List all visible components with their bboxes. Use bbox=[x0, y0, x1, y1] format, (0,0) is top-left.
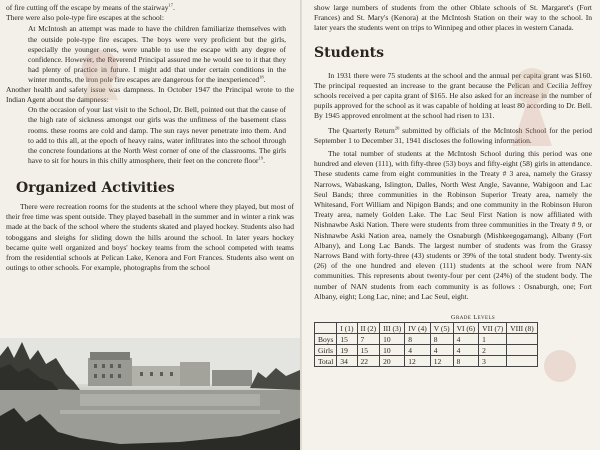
table-cell: 34 bbox=[337, 356, 357, 367]
table-header-row bbox=[315, 323, 538, 334]
table-cell: 19 bbox=[337, 345, 357, 356]
section-heading: Organized Activities bbox=[16, 179, 175, 196]
watermark-emblem bbox=[530, 340, 590, 400]
paragraph: There were recreation rooms for the students at the school where they played, but most of their free time was spent outside. They played baseball in the summer and in winter a rink was made at the back of the school where the students skated and played hockey. Students also had toboggans and sleighs for sliding down the hills around the school. In later years hockey became quite well organized and boys' hockey teams from the school competed with teams from the residential schools at Pelican Lake, Kenora and Fort Frances. Students also went on outings to other schools. For example, photographs from the school bbox=[6, 201, 294, 273]
table-header-cell: VII (7) bbox=[479, 323, 507, 334]
table-header-cell: VIII (8) bbox=[507, 323, 538, 334]
table-cell: 4 bbox=[453, 345, 479, 356]
paragraph: There were also pole-type fire escapes at the school: bbox=[6, 13, 164, 23]
left-text-column bbox=[6, 3, 294, 273]
table-header-cell: II (2) bbox=[357, 323, 380, 334]
table-cell: 10 bbox=[380, 334, 405, 345]
table-cell: 3 bbox=[479, 356, 507, 367]
paragraph: show large numbers of students from the other Oblate schools of St. Margaret's (Fort Frances) and St. Mary's (Kenora) at the McIntosh Station on their way to the school. In later years the students went on trips to Winnipeg and other places in western Canada. bbox=[314, 3, 592, 33]
row-label-cell: Boys bbox=[315, 334, 337, 345]
table-cell: 4 bbox=[405, 345, 430, 356]
paragraph: The Quarterly Return$^{20}$ submitted by officials of the McIntosh School for the period September 1 to December 31, 1941 discloses the following information. bbox=[314, 125, 592, 145]
table-header-cell: III (3) bbox=[380, 323, 405, 334]
table-cell: 1 bbox=[479, 334, 507, 345]
table-cell: 12 bbox=[430, 356, 453, 367]
footnote-ref: 20 bbox=[394, 125, 400, 131]
table-cell: 8 bbox=[430, 334, 453, 345]
footnote-ref: 19 bbox=[258, 155, 264, 161]
table-cell: 4 bbox=[430, 345, 453, 356]
table-row bbox=[315, 345, 538, 356]
table-cell: 22 bbox=[357, 356, 380, 367]
table-cell: 12 bbox=[405, 356, 430, 367]
table-cell: 8 bbox=[405, 334, 430, 345]
block-quote: At McIntosh an attempt was made to have the children familiarize themselves with the outside pole-type fire escapes. The boys were very proficient but the girls, especially the younger ones, were unable to use the escape with any degree of confidence. However, the Reverend Principal assured me he would see to it that they had plenty of practice in future. I might add that under certain conditions in the winter months, the iron pole fire escapes are dangerous for the inexperienced$^{18}$. bbox=[28, 24, 286, 84]
table-header-cell: VI (6) bbox=[453, 323, 479, 334]
section-heading: Students bbox=[314, 44, 384, 61]
row-label-cell: Total bbox=[315, 356, 337, 367]
watermark-emblem bbox=[70, 38, 130, 108]
table-cell: 15 bbox=[337, 334, 357, 345]
row-label-cell: Girls bbox=[315, 345, 337, 356]
right-page bbox=[302, 0, 600, 450]
table-header-cell: I (1) bbox=[337, 323, 357, 334]
table-cell: 15 bbox=[357, 345, 380, 356]
table-cell: 7 bbox=[357, 334, 380, 345]
footnote-ref: 18 bbox=[259, 74, 264, 80]
table-cell: 8 bbox=[453, 356, 479, 367]
block-quote: On the occasion of your last visit to the School, Dr. Bell, pointed out that the cause of the high rate of sickness amongst our girls was the unfitness of the basement class rooms. these rooms are cold and damp. The sun rays never penetrate into them. And to add to this all, at the epoch of heavy rains, water infiltrates into the school through the concrete foundations at the North West corner of one of the classrooms. The girls have to sit for hours in this chilly atmosphere, their feet on the concrete floor$^{19}$. bbox=[28, 105, 286, 165]
table-header-cell bbox=[315, 323, 337, 334]
table-cell: 2 bbox=[479, 345, 507, 356]
footnote-ref: 17 bbox=[168, 2, 173, 8]
grades-table bbox=[314, 322, 538, 367]
table-header-cell: IV (4) bbox=[405, 323, 430, 334]
watermark-emblem bbox=[492, 58, 572, 148]
paragraph: The total number of students at the McIntosh School during this period was one hundred and eleven (111), with fifty-three (53) boys and fifty-eight (58) girls in attendance. These students came from eight communities in the Treaty # 3 area, namely the Grassy Narrows, Wabaskang, Islington, Dalles, North West Angle, Savanne, Wabigoon and Lac Seul Bands; three communities in the Robinson Superior Treaty area, namely the Whitesand, Fort William and Nipigon Bands; and one community in the Robinson Huron Treaty area, namely Golden Lake. The Lac Seul First Nation is now affiliated with Nishnawbe Aski Nation. There were students from three communities in the Treaty # 9, or Nishnawbe Aski Nation area, namely the Osnaburgh (Mishkeegogamang), Albany (Fort Albany), and Long Lac Bands. The largest number of students was from the Grassy Narrows Band with forty-three (43) students or 39% of the total student body. Twenty-six (26) of the one hundred and eleven (111) students at the school were from NAN communities. This represents about twenty-four per cent (24%) of the student body. The number of NAN students from each community is as follows : Osnaburgh, one; Fort Albany, eight; Long Lac, nine; and Lac Seul, eight. bbox=[314, 149, 592, 301]
table-header-cell: V (5) bbox=[430, 323, 453, 334]
table-row bbox=[315, 356, 538, 367]
table-cell: 10 bbox=[380, 345, 405, 356]
table-caption: Grade Levels bbox=[450, 314, 496, 322]
table-cell: 4 bbox=[453, 334, 479, 345]
paragraph: of fire cutting off the escape by means of the stairway$^{17}$. bbox=[6, 2, 175, 12]
table-row bbox=[315, 334, 538, 345]
table-cell: 20 bbox=[380, 356, 405, 367]
paragraph: Another health and safety issue was dampness. In October 1947 the Principal wrote to the Indian Agent about the dampness: bbox=[6, 84, 294, 105]
school-photograph bbox=[0, 338, 300, 450]
paragraph: In 1931 there were 75 students at the school and the annual per capita grant was $160. The principal requested an increase to the grant because the Pelican and Cecilia Jeffrey schools received a per capita grant of $165. He also asked for an increase in the number of pupils approved for the school as it was capable of holding at least 80 according to Dr. Bell. By 1945 approved enrolment at the school had risen to 131. bbox=[314, 70, 592, 121]
